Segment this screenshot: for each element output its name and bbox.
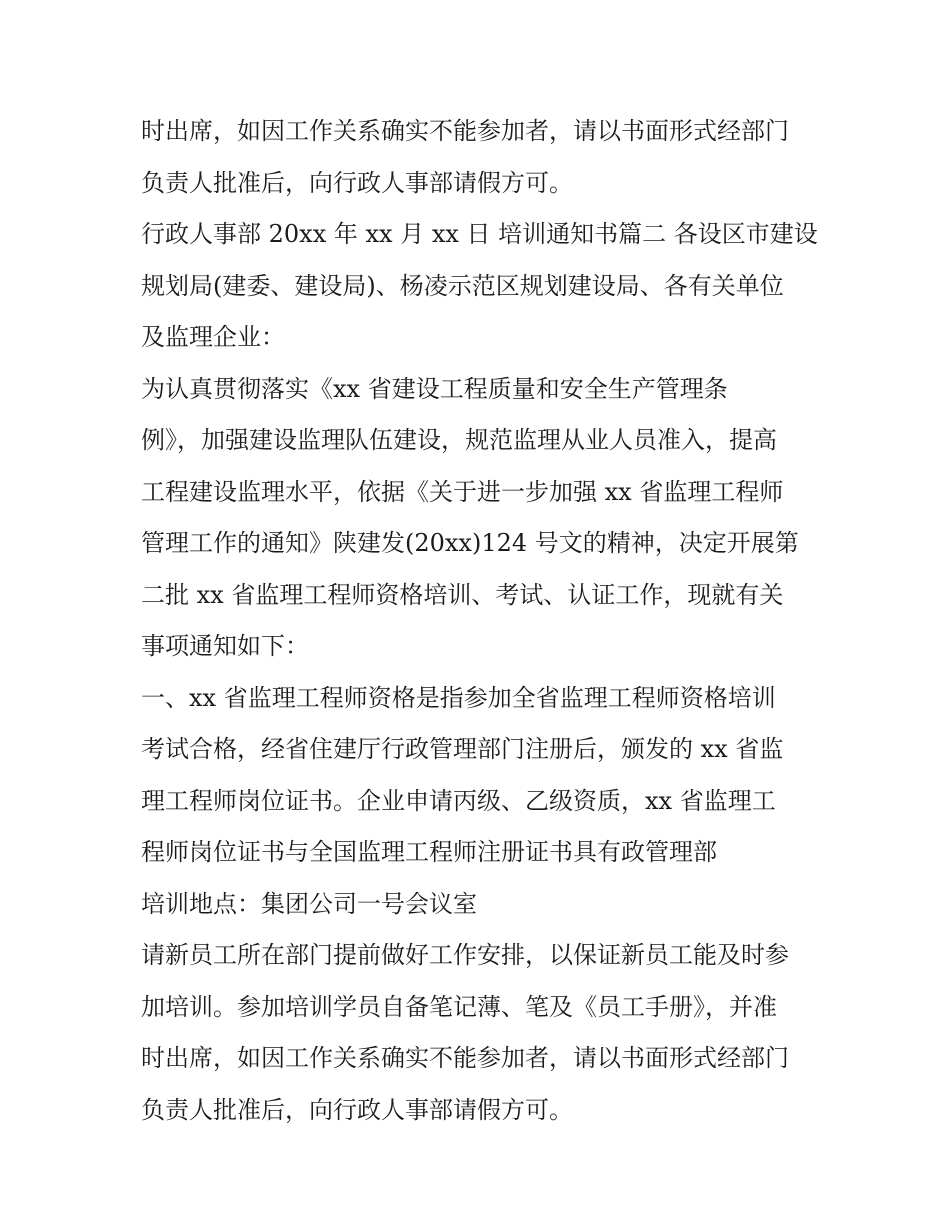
text-line: 管理工作的通知》陕建发(20xx)124 号文的精神，决定开展第 bbox=[141, 529, 799, 557]
text-line: 培训地点：集团公司一号会议室 bbox=[141, 889, 477, 918]
text-line: 时出席，如因工作关系确实不能参加者，请以书面形式经部门 bbox=[141, 1044, 789, 1072]
text-line: 例》，加强建设监理队伍建设，规范监理从业人员准入，提高 bbox=[141, 426, 777, 454]
text-line: 为认真贯彻落实《xx 省建设工程质量和安全生产管理条 bbox=[141, 374, 728, 403]
text-line: 程师岗位证书与全国监理工程师注册证书具有政管理部 bbox=[141, 838, 717, 866]
text-line: 负责人批准后，向行政人事部请假方可。 bbox=[141, 168, 573, 197]
text-line: 工程建设监理水平，依据《关于进一步加强 xx 省监理工程师 bbox=[141, 477, 784, 506]
text-line: 时出席，如因工作关系确实不能参加者，请以书面形式经部门 bbox=[141, 117, 789, 145]
text-line: 及监理企业： bbox=[141, 323, 285, 351]
text-line: 行政人事部 20xx 年 xx 月 xx 日 培训通知书篇二 各设区市建设 bbox=[141, 220, 818, 248]
text-line: 加培训。参加培训学员自备笔记薄、笔及《员工手册》，并准 bbox=[141, 992, 777, 1021]
text-line: 考试合格，经省住建厅行政管理部门注册后，颁发的 xx 省监 bbox=[141, 735, 784, 763]
text-line: 事项通知如下： bbox=[141, 632, 309, 660]
text-line: 负责人批准后，向行政人事部请假方可。 bbox=[141, 1095, 573, 1124]
text-line: 一、xx 省监理工程师资格是指参加全省监理工程师资格培训 bbox=[141, 683, 776, 712]
text-line: 规划局(建委、建设局)、杨凌示范区规划建设局、各有关单位 bbox=[141, 271, 784, 300]
document-body bbox=[141, 106, 821, 1136]
text-line: 二批 xx 省监理工程师资格培训、考试、认证工作，现就有关 bbox=[141, 580, 784, 609]
text-line: 请新员工所在部门提前做好工作安排，以保证新员工能及时参 bbox=[141, 941, 789, 969]
text-line: 理工程师岗位证书。企业申请丙级、乙级资质，xx 省监理工 bbox=[141, 786, 776, 815]
